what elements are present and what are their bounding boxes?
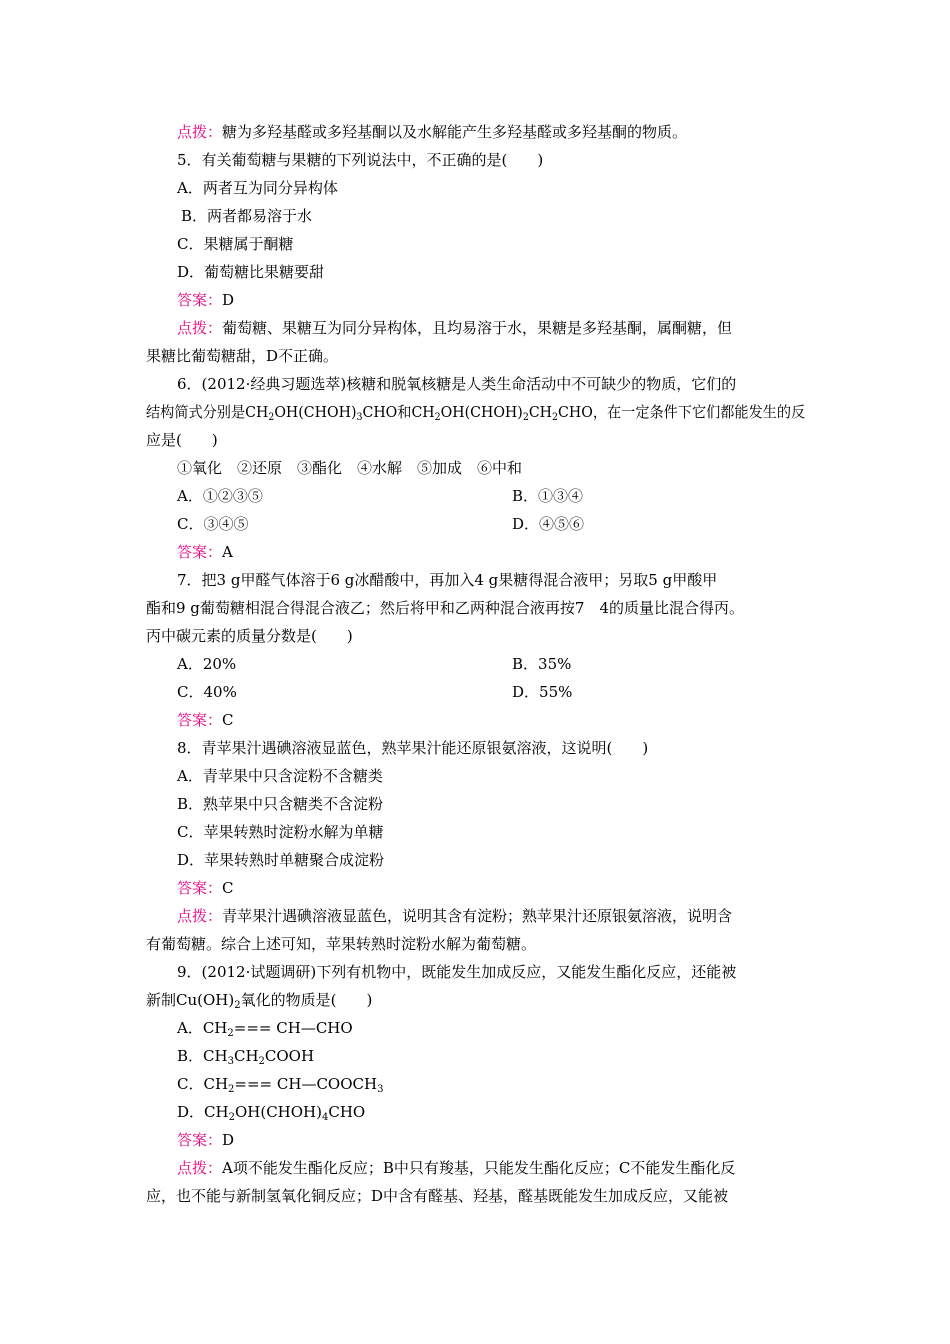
subscript: 4 [322, 1112, 329, 1123]
q7-option-c: C．40% [177, 683, 237, 701]
q6-text: CH [528, 403, 553, 421]
subscript: 2 [522, 412, 529, 423]
q9-text: === CH—CHO [233, 1019, 353, 1037]
q9-hint-cont: 应，也不能与新制氢氧化铜反应；D中含有醛基、羟基，醛基既能发生加成反应，又能被 [146, 1187, 729, 1205]
q6-stem-line3: 应是( ) [146, 431, 218, 449]
hint-label: 点拨： [177, 319, 223, 337]
q5-hint-cont: 果糖比葡萄糖甜，D不正确。 [146, 347, 339, 365]
q7-option-d: D．55% [512, 683, 573, 701]
subscript: 2 [228, 1084, 235, 1095]
q9-hint-line [177, 1158, 735, 1178]
q9-text: CHO [328, 1103, 366, 1121]
answer-label: 答案： [177, 1131, 223, 1149]
q7-answer-line [177, 710, 234, 730]
q7-stem-line3: 丙中碳元素的质量分数是( ) [146, 627, 353, 645]
q9-text: OH(CHOH) [234, 1103, 322, 1121]
q9-option-d [177, 1102, 365, 1122]
q8-answer-line [177, 878, 234, 898]
q5-hint-text: 葡萄糖、果糖互为同分异构体，且均易溶于水，果糖是多羟基酮，属酮糖，但 [222, 319, 733, 337]
subscript: 2 [227, 1028, 234, 1039]
q9-stem-line1: 9．(2012·试题调研)下列有机物中，既能发生加成反应，又能发生酯化反应，还能被 [177, 963, 737, 981]
q9-hint-text: A项不能发生酯化反应；B中只有羧基，只能发生酯化反应；C不能发生酯化反 [222, 1159, 736, 1177]
q6-items: ①氧化 ②还原 ③酯化 ④水解 ⑤加成 ⑥中和 [177, 459, 523, 477]
q8-option-b: B．熟苹果中只含糖类不含淀粉 [177, 795, 384, 813]
q7-option-a: A．20% [177, 655, 237, 673]
q5-option-a: A．两者互为同分异构体 [177, 179, 338, 197]
subscript: 2 [552, 412, 559, 423]
subscript: 2 [434, 412, 441, 423]
q6-stem-line2 [146, 402, 805, 422]
q7-stem-line2: 酯和9 g葡萄糖相混合得混合液乙；然后将甲和乙两种混合液再按7 4的质量比混合得丙。 [146, 599, 745, 617]
q8-hint-line [177, 906, 732, 926]
q9-option-c [177, 1074, 383, 1094]
hint-line [177, 122, 687, 142]
answer-label: 答案： [177, 711, 223, 729]
q6-option-a: A．①②③⑤ [177, 487, 263, 505]
hint-label: 点拨： [177, 123, 223, 141]
q9-text: === CH—COOCH [234, 1075, 378, 1093]
subscript: 3 [377, 1084, 384, 1095]
subscript: 2 [234, 1000, 241, 1011]
q8-option-d: D．苹果转熟时单糖聚合成淀粉 [177, 851, 385, 869]
q9-answer: D [222, 1131, 235, 1149]
subscript: 3 [356, 412, 363, 423]
q6-option-b: B．①③④ [512, 487, 584, 505]
q9-option-b [177, 1046, 314, 1066]
subscript: 2 [258, 1056, 265, 1067]
q9-answer-line [177, 1130, 234, 1150]
q6-answer-line [177, 542, 233, 562]
q8-hint-cont: 有葡萄糖。综合上述可知，苹果转熟时淀粉水解为葡萄糖。 [146, 935, 537, 953]
q8-option-c: C．苹果转熟时淀粉水解为单糖 [177, 823, 384, 841]
q8-answer: C [222, 879, 234, 897]
subscript: 3 [227, 1056, 234, 1067]
q9-text: A．CH [177, 1019, 228, 1037]
q5-option-d: D．葡萄糖比果糖要甜 [177, 263, 325, 281]
q6-text: OH(CHOH) [274, 403, 357, 421]
q5-hint-line [177, 318, 732, 338]
q6-text: CHO和CH [362, 403, 435, 421]
q5-answer: D [222, 291, 235, 309]
q8-stem: 8．青苹果汁遇碘溶液显蓝色，熟苹果汁能还原银氨溶液，这说明( ) [177, 739, 649, 757]
q9-text: C．CH [177, 1075, 229, 1093]
q6-text: OH(CHOH) [440, 403, 523, 421]
answer-label: 答案： [177, 879, 223, 897]
q7-answer: C [222, 711, 234, 729]
q8-option-a: A．青苹果中只含淀粉不含糖类 [177, 767, 383, 785]
subscript: 2 [268, 412, 275, 423]
q9-text: COOH [264, 1047, 315, 1065]
q9-text: D．CH [177, 1103, 229, 1121]
answer-label: 答案： [177, 291, 223, 309]
q9-text: B．CH [177, 1047, 228, 1065]
q8-hint-text: 青苹果汁遇碘溶液显蓝色，说明其含有淀粉；熟苹果汁还原银氨溶液，说明含 [222, 907, 733, 925]
q7-stem-line1: 7．把3 g甲醛气体溶于6 g冰醋酸中，再加入4 g果糖得混合液甲；另取5 g甲酸甲 [177, 571, 718, 589]
q5-option-c: C．果糖属于酮糖 [177, 235, 294, 253]
q6-text: CHO，在一定条件下它们都能发生的反 [558, 403, 806, 421]
q9-stem-line2 [146, 990, 372, 1010]
hint-label: 点拨： [177, 907, 223, 925]
q9-text: CH [233, 1047, 259, 1065]
q9-text: 氧化的物质是( ) [240, 991, 373, 1009]
q6-stem-line1: 6．(2012·经典习题选萃)核糖和脱氧核糖是人类生命活动中不可缺少的物质，它们的 [177, 375, 737, 393]
hint-label: 点拨： [177, 1159, 223, 1177]
q9-option-a [177, 1018, 353, 1038]
q5-option-b: B．两者都易溶于水 [181, 207, 313, 225]
q5-answer-line [177, 290, 234, 310]
hint-text: 糖为多羟基醛或多羟基酮以及水解能产生多羟基醛或多羟基酮的物质。 [222, 123, 688, 141]
q6-option-d: D．④⑤⑥ [512, 515, 585, 533]
q6-answer: A [222, 543, 233, 561]
q9-text: 新制Cu(OH) [146, 991, 235, 1009]
q5-stem: 5．有关葡萄糖与果糖的下列说法中，不正确的是( ) [177, 151, 544, 169]
answer-label: 答案： [177, 543, 223, 561]
q6-option-c: C．③④⑤ [177, 515, 249, 533]
q7-option-b: B．35% [512, 655, 572, 673]
subscript: 2 [228, 1112, 235, 1123]
q6-text: 结构简式分别是CH [146, 403, 269, 421]
